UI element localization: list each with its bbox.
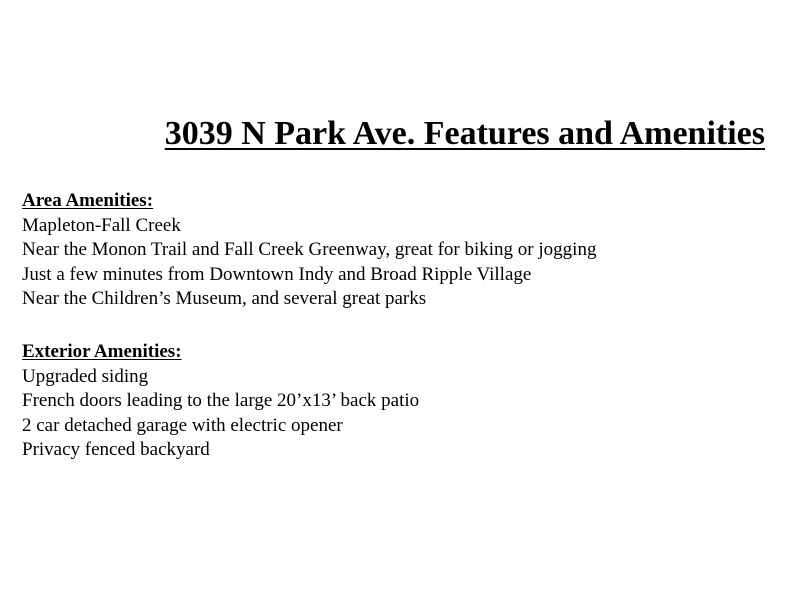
list-item: Near the Monon Trail and Fall Creek Greenway, great for biking or jogging <box>22 239 597 260</box>
list-item: Upgraded siding <box>22 365 149 387</box>
list-item: 2 car detached garage with electric opener <box>22 414 343 436</box>
exterior-amenities-heading: Exterior Amenities: <box>22 341 182 362</box>
list-item: Just a few minutes from Downtown Indy and Broad Ripple Village <box>22 263 532 285</box>
area-amenities-heading: Area Amenities: <box>22 190 154 211</box>
list-item: Mapleton-Fall Creek <box>22 214 181 236</box>
exterior-amenities-list <box>22 365 782 463</box>
list-item: French doors leading to the large 20’x13’ back patio <box>22 390 420 411</box>
area-amenities-list <box>22 214 782 312</box>
area-amenities-section <box>22 189 782 312</box>
list-item: Near the Children’s Museum, and several great parks <box>22 288 427 309</box>
document-title: 3039 N Park Ave. Features and Amenities <box>164 115 765 152</box>
list-item: Privacy fenced backyard <box>22 439 210 460</box>
exterior-amenities-section <box>22 340 782 463</box>
